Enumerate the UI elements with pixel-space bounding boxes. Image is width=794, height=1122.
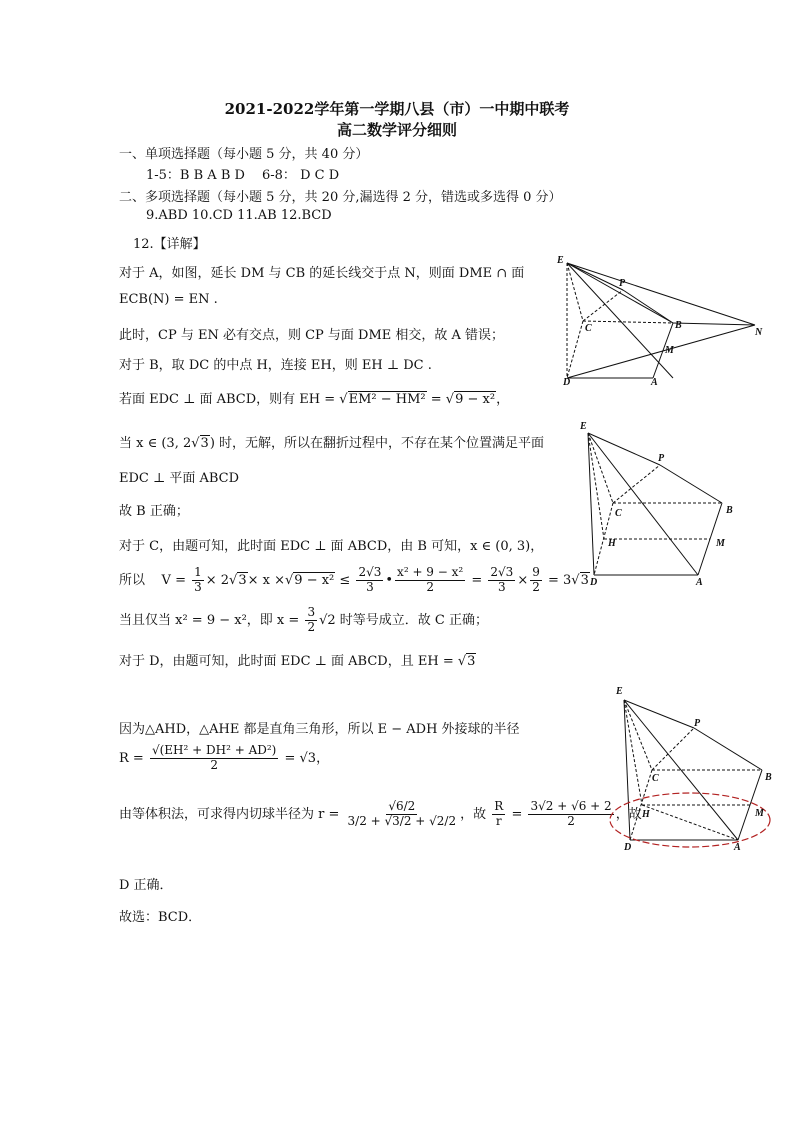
fig2-label-e: E bbox=[580, 421, 587, 432]
fig2-label-d: D bbox=[590, 577, 598, 588]
option-b-line5: 故 B 正确； bbox=[119, 504, 189, 519]
section2-heading: 二、多项选择题（每小题 5 分，共 20 分,漏选得 2 分，错选或多选得 0 分） bbox=[119, 190, 562, 205]
option-c-line3: 当且仅当 x² = 9 − x²，即 x = $\frac{3}{2}$ √2 时等号成立．故 C 正确； bbox=[119, 605, 488, 634]
fig1-label-c: C bbox=[585, 323, 592, 334]
fig1-label-a: A bbox=[651, 377, 658, 385]
fig3-label-e: E bbox=[616, 686, 623, 697]
fig1-label-n: N bbox=[755, 327, 763, 338]
fig2-label-h: H bbox=[608, 538, 616, 549]
fig3-label-m: M bbox=[755, 808, 764, 819]
section2-answers: 9.ABD 10.CD 11.AB 12.BCD bbox=[146, 208, 332, 223]
fig3-label-d: D bbox=[624, 842, 632, 853]
detail-heading: 12.【详解】 bbox=[133, 237, 206, 252]
option-a-line1: 对于 A，如图，延长 DM 与 CB 的延长线交于点 N，则面 DME ∩ 面 bbox=[119, 266, 525, 281]
option-c-formula: 所以 V = $\frac{1}{3}$ × 2√3× x ×√9 − x² ≤ $\frac{2√3}{3}$ • $\frac{\text{x² + 9 − x²}}{2}$ = $\frac{2√3}{3}$ × $\frac{9}{2}$ = 3√3 bbox=[119, 565, 589, 594]
section1-answers-a: 1-5：B B A B D bbox=[146, 168, 245, 183]
fig1-label-p: P bbox=[619, 278, 626, 289]
figure-2 bbox=[580, 415, 750, 590]
option-d-line5: D 正确． bbox=[119, 878, 173, 893]
fig2-label-p: P bbox=[658, 453, 665, 464]
section1-answers-b: 6-8： D C D bbox=[262, 168, 340, 183]
page-title: 2021-2022学年第一学期八县（市）一中期中联考 bbox=[224, 100, 570, 118]
fig3-label-c: C bbox=[652, 773, 659, 784]
fig1-label-e: E bbox=[557, 255, 564, 266]
option-a-line3: 此时，CP 与 EN 必有交点，则 CP 与面 DME 相交，故 A 错误； bbox=[119, 328, 505, 343]
fig1-label-d: D bbox=[563, 377, 571, 385]
fig2-label-c: C bbox=[615, 508, 622, 519]
option-a-line2: ECB(N) = EN . bbox=[119, 292, 218, 307]
fig2-label-b: B bbox=[726, 505, 733, 516]
fig1-label-m: M bbox=[665, 345, 674, 356]
option-d-line1: 对于 D，由题可知，此时面 EDC ⊥ 面 ABCD，且 EH = √3 bbox=[119, 654, 476, 669]
option-b-line4: EDC ⊥ 平面 ABCD bbox=[119, 471, 240, 486]
fig2-label-m: M bbox=[716, 538, 725, 549]
figure-1 bbox=[555, 255, 775, 385]
page-subtitle: 高二数学评分细则 bbox=[336, 121, 457, 139]
fig3-label-a: A bbox=[734, 842, 741, 853]
fig2-label-a: A bbox=[696, 577, 703, 588]
fig1-label-b: B bbox=[675, 320, 682, 331]
fig3-label-p: P bbox=[694, 718, 701, 729]
option-b-line1: 对于 B，取 DC 的中点 H，连接 EH，则 EH ⊥ DC . bbox=[119, 358, 432, 373]
final-answer: 故选：BCD． bbox=[119, 910, 202, 925]
figure-3 bbox=[608, 680, 783, 855]
section1-heading: 一、单项选择题（每小题 5 分，共 40 分） bbox=[119, 147, 369, 162]
fig3-label-h: H bbox=[642, 809, 650, 820]
option-b-line2: 若面 EDC ⊥ 面 ABCD，则有 EH = √EM² − HM² = √9 − x²， bbox=[119, 392, 510, 407]
option-d-line2: 因为△AHD，△AHE 都是直角三角形，所以 E − ADH 外接球的半径 bbox=[119, 722, 520, 737]
option-b-line3: 当 x ∈ (3, 2√3) 时，无解，所以在翻折过程中，不存在某个位置满足平面 bbox=[119, 436, 545, 451]
option-d-inradius: 由等体积法，可求得内切球半径为 r = $\frac{√6/2}{3/2 + √3/2 + √2/2}$ ，故 $\frac{R}{r}$ = $\frac{3√2 + √6 + 2}{2}$ ，故 bbox=[119, 799, 642, 828]
option-d-radius: R = $\frac{\text{√(EH² + DH² + AD²)}}{2}$ = √3， bbox=[119, 743, 330, 772]
fig3-label-b: B bbox=[765, 772, 772, 783]
option-c-line1: 对于 C，由题可知，此时面 EDC ⊥ 面 ABCD，由 B 可知，x ∈ (0, 3)， bbox=[119, 539, 544, 554]
